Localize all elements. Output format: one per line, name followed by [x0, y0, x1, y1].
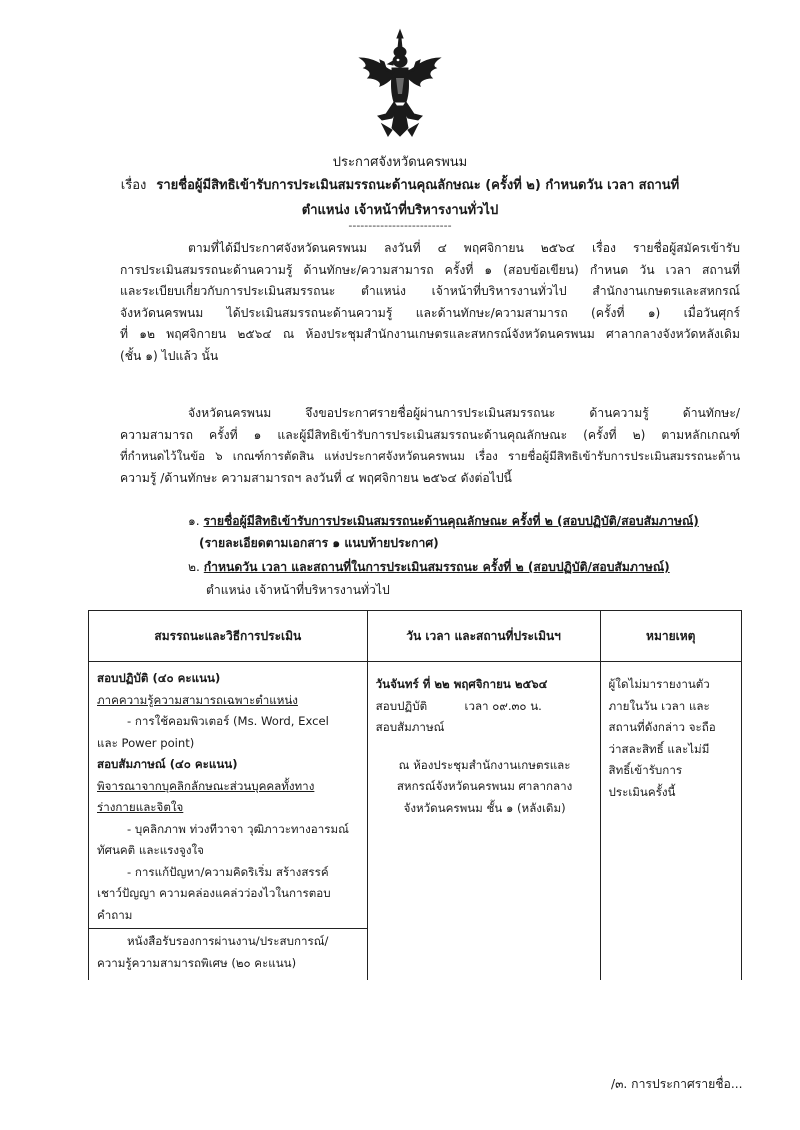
garuda-emblem-icon — [352, 28, 448, 140]
remark-line: ภายในวัน เวลา และ — [608, 698, 710, 713]
para2-line: ความรู้ /ด้านทักษะ ความสามารถฯ ลงวันที่ ๔ พฤศจิกายน ๒๕๖๔ ดังต่อไปนี้ — [120, 470, 512, 485]
paragraph-2 — [120, 403, 740, 489]
item-1-number: ๑. — [188, 514, 200, 528]
para1-line: การประเมินสมรรถนะด้านความรู้ ด้านทักษะ/ความสามารถ ครั้งที่ ๑ (สอบข้อเขียน) กำหนด วัน เวลา สถานที่ — [120, 262, 740, 277]
table-header-cell: สมรรถนะและวิธีการประเมิน — [89, 611, 368, 662]
subject-text-1: รายชื่อผู้มีสิทธิเข้ารับการประเมินสมรรถนะด้านคุณลักษณะ (ครั้งที่ ๒) กำหนดวัน เวลา สถานที่ — [156, 178, 680, 193]
practical-time-line — [376, 696, 594, 718]
table-header-cell: วัน เวลา และสถานที่ประเมินฯ — [367, 611, 600, 662]
item-1 — [188, 512, 699, 531]
para1-line: และระเบียบเกี่ยวกับการประเมินสมรรถนะ ตำแหน่ง เจ้าหน้าที่บริหารงานทั่วไป สำนักงานเกษตรและสหกรณ์ — [120, 284, 740, 298]
para1-line: จังหวัดนครพนม ได้ประเมินสมรรถนะด้านความรู้ และด้านทักษะ/ความสามารถ (ครั้งที่ ๑) เมื่อวันศุกร์ — [120, 305, 740, 320]
item-2-sub: ตำแหน่ง เจ้าหน้าที่บริหารงานทั่วไป — [206, 583, 390, 597]
interview-item-2-cont: คำถาม — [97, 907, 133, 922]
subject-label: เรื่อง — [120, 178, 147, 193]
interview-item-2-cont: เชาว์ปัญญา ความคล่องแคล่วว่องไวในการตอบ — [97, 886, 331, 900]
para1-line: (ชั้น ๑) ไปแล้ว นั้น — [120, 348, 219, 363]
table-cell-remarks — [600, 662, 741, 981]
para1-line: ตามที่ได้มีประกาศจังหวัดนครพนม ลงวันที่ ๔ พฤศจิกายน ๒๕๖๔ เรื่อง รายชื่อผู้สมัครเข้ารับ — [188, 241, 740, 255]
paragraph-1 — [120, 238, 740, 367]
interview-item-2: - การแก้ปัญหา/ความคิดริเริ่ม สร้างสรรค์ — [127, 864, 329, 879]
table-header-row — [89, 611, 742, 662]
remark-line: สถานที่ดังกล่าว จะถือ — [608, 720, 716, 734]
certificate-text-cont: ความรู้ความสามารถพิเศษ (๒๐ คะแนน) — [97, 955, 297, 970]
exam-place-cont: จังหวัดนครพนม ชั้น ๑ (หลังเดิม) — [403, 800, 566, 815]
practical-item: - การใช้คอมพิวเตอร์ (Ms. Word, Excel — [127, 714, 329, 728]
interview-sub-cont: ร่างกายและจิตใจ — [97, 800, 184, 814]
exam-time: เวลา ๐๙.๓๐ น. — [464, 698, 542, 713]
table-cell-certificate — [89, 929, 368, 981]
item-1-note: (รายละเอียดตามเอกสาร ๑ แนบท้ายประกาศ) — [199, 536, 439, 550]
table-cell-methods — [89, 662, 368, 929]
item-1-text: รายชื่อผู้มีสิทธิเข้ารับการประเมินสมรรถนะด้านคุณลักษณะ ครั้งที่ ๒ (สอบปฏิบัติ/สอบสัมภาษณ์) — [203, 514, 699, 528]
table-row — [89, 662, 742, 929]
remark-line: ประเมินครั้งนี้ — [608, 784, 676, 799]
exam-place: ณ ห้องประชุมสำนักงานเกษตรและ — [398, 757, 571, 772]
para1-line: ที่ ๑๒ พฤศจิกายน ๒๕๖๔ ณ ห้องประชุมสำนักงานเกษตรและสหกรณ์จังหวัดนครพนม ศาลากลางจังหวัดหลังเดิม — [120, 327, 740, 341]
interview-item-1: - บุคลิกภาพ ท่วงทีวาจา วุฒิภาวะทางอารมณ์ — [127, 821, 349, 836]
subject-line — [0, 174, 800, 195]
practical-title: สอบปฏิบัติ (๔๐ คะแนน) — [97, 671, 221, 685]
item-2 — [188, 558, 670, 577]
para2-line: ที่กำหนดไว้ในข้อ ๖ เกณฑ์การตัดสิน แห่งประกาศจังหวัดนครพนม เรื่อง รายชื่อผู้มีสิทธิเข้ารับการประเมินสมรรถนะด้าน — [120, 449, 740, 463]
separator-line: -------------------------- — [348, 219, 452, 232]
remark-line: ว่าสละสิทธิ์ และไม่มี — [608, 741, 710, 756]
interview-label: สอบสัมภาษณ์ — [375, 720, 445, 734]
schedule-table — [88, 610, 742, 980]
table-header-cell: หมายเหตุ — [600, 611, 741, 662]
interview-title: สอบสัมภาษณ์ (๔๐ คะแนน) — [97, 757, 238, 771]
continuation-footer: /๓. การประกาศรายชื่อ... — [611, 1077, 743, 1091]
item-2-number: ๒. — [188, 560, 200, 574]
practical-sub: ภาคความรู้ความสามารถเฉพาะตำแหน่ง — [97, 692, 298, 707]
exam-place-cont: สหกรณ์จังหวัดนครพนม ศาลากลาง — [396, 779, 573, 793]
remark-line: ผู้ใดไม่มารายงานตัว — [608, 677, 710, 691]
practical-label: สอบปฏิบัติ — [375, 698, 428, 713]
announcement-title: ประกาศจังหวัดนครพนม — [332, 155, 468, 170]
certificate-text: หนังสือรับรองการผ่านงาน/ประสบการณ์/ — [127, 934, 329, 948]
table-cell-schedule — [367, 662, 600, 981]
interview-item-1-cont: ทัศนคติ และแรงจูงใจ — [97, 843, 204, 857]
exam-date: วันจันทร์ ที่ ๒๒ พฤศจิกายน ๒๕๖๔ — [375, 677, 548, 691]
item-2-text: กำหนดวัน เวลา และสถานที่ในการประเมินสมรรถนะ ครั้งที่ ๒ (สอบปฏิบัติ/สอบสัมภาษณ์) — [203, 560, 670, 574]
practical-item-cont: และ Power point) — [97, 735, 195, 750]
subject-text-2: ตำแหน่ง เจ้าหน้าที่บริหารงานทั่วไป — [301, 203, 499, 218]
para2-line: ความสามารถ ครั้งที่ ๑ และผู้มีสิทธิเข้ารับการประเมินสมรรถนะด้านคุณลักษณะ (ครั้งที่ ๒) ตามหลักเกณฑ์ — [120, 427, 740, 442]
para2-line: จังหวัดนครพนม จึงขอประกาศรายชื่อผู้ผ่านการประเมินสมรรถนะ ด้านความรู้ ด้านทักษะ/ — [188, 406, 740, 420]
interview-sub: พิจารณาจากบุคลิกลักษณะส่วนบุคคลทั้งทาง — [97, 778, 315, 793]
remark-line: สิทธิ์เข้ารับการ — [608, 763, 683, 777]
